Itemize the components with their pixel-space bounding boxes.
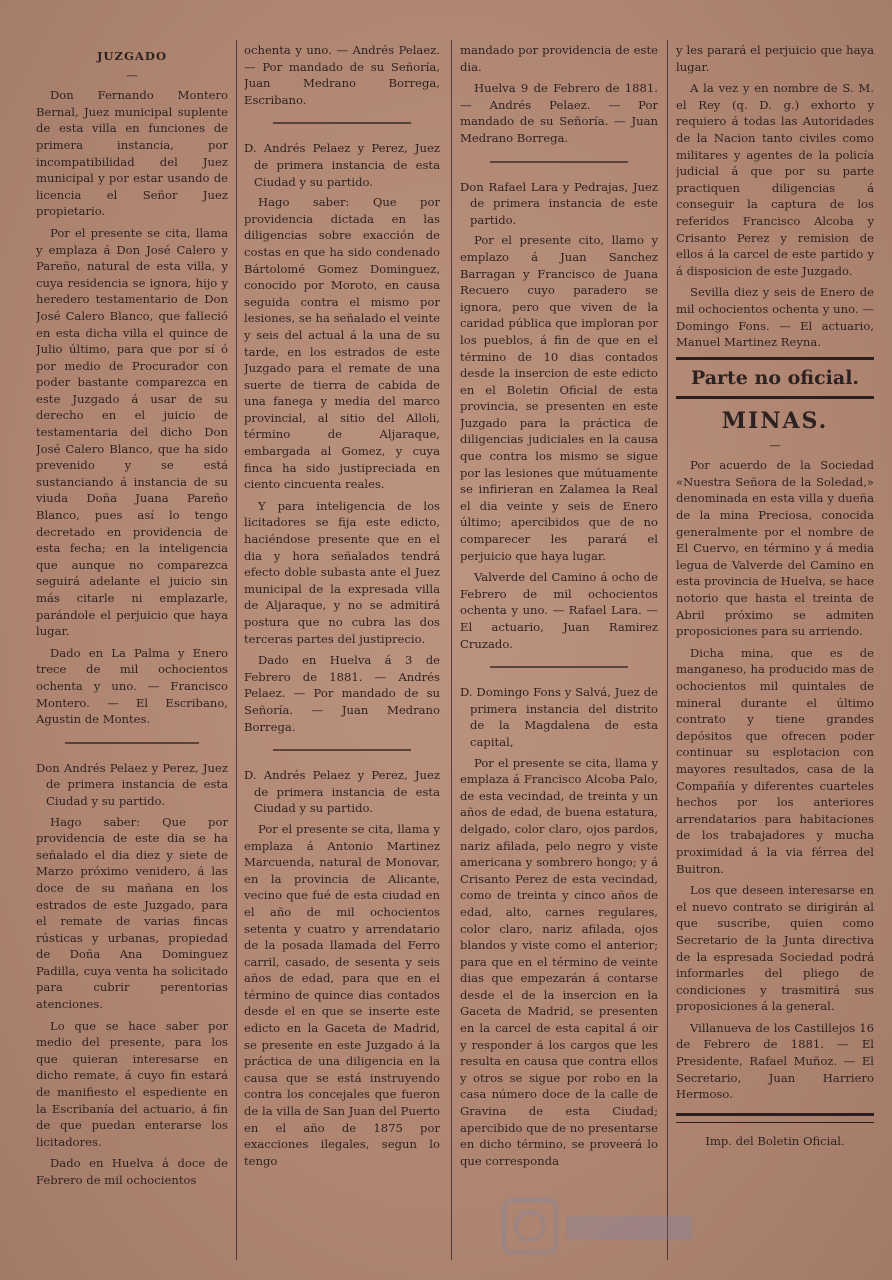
paragraph: Sevilla diez y seis de Enero de mil ochocientos ochenta y uno. — Domingo Fons. — El actuario, Manuel Martinez Reyna. [676,285,874,350]
paragraph: Villanueva de los Castillejos 16 de Febrero de 1881. — El Presidente, Rafael Muñoz. — El Secretario, Juan Harriero Hermoso. [676,1020,874,1102]
paragraph: Hago saber: Que por providencia de este dia se ha señalado el dia diez y siete de Marzo próximo venidero, á las doce de su mañana en los estrados de este Juzgado, para el remate de varias fincas rústicas y urbanas, propiedad de Doña Ana Dominguez Padilla, cuya venta ha solicitado para cubrir perentorias atenciones. [36,814,228,1012]
paragraph: Los que deseen interesarse en el nuevo contrato se dirigirán al que suscribe, quien como Secretario de la Junta directiva de la espresada Sociedad podrá informarles del pliego de condiciones y trasmitirá sus proposiciones á la general. [676,883,874,1014]
column-rule [667,40,668,1260]
column-rule [236,40,237,1260]
paragraph: Lo que se hace saber por medio del presente, para los que quieran interesarse en dicho remate, á cuyo fin estará de manifiesto el espediente en la Escribanía del actuario, á fin de que puedan enterarse los licitadores. [36,1018,228,1149]
paragraph: y les parará el perjuicio que haya lugar. [676,43,874,74]
paragraph: mandado por providencia de este dia. [460,43,658,74]
section-separator [490,161,629,163]
rule [676,1113,874,1116]
banner-title: Parte no oficial. [690,366,860,389]
dash-divider: — [769,437,781,452]
rule [676,357,874,360]
dash-divider: — [126,67,138,82]
paragraph: Y para inteligencia de los licitadores se fija este edicto, haciéndose presente que en el dia y hora señalados tendrá efecto doble subasta ante el Juez municipal de la expresada villa de Aljaraque, y no se admitirá postura que no cubra las dos terceras partes del justiprecio. [244,498,440,646]
column-2 [244,42,440,1260]
parte-no-oficial-banner [676,357,874,399]
column-1 [36,42,228,1260]
paragraph: Por el presente se cita, llama y emplaza á Antonio Martinez Marcuenda, natural de Monovar, en la provincia de Alicante, vecino que fué de esta ciudad en el año de mil ochocientos setenta y cuatro y arrendatario de la posada llamada del Ferro carril, casado, de sesenta y seis años de edad, para que en el término de quince dias contados desde el en que se inserte este edicto en la Gaceta de Madrid, se presente en este Juzgado á la práctica de una diligencia en la causa que se está instruyendo contra los concejales que fueron de la villa de San Juan del Puerto en el año de 1875 por exacciones ilegales, segun lo tengo [244,821,440,1168]
paragraph: Dicha mina, que es de manganeso, ha producido mas de ochocientos mil quintales de mineral durante el último contrato y tiene grandes depósitos que ofrecen poder continuar su esplotacion con mayores resultados, casa de la Compañía y diferentes cuarteles hechos por los anteriores arrendatarios para habitaciones de los trabajadores y mucha proximidad á la via férrea del Buitron. [676,645,874,876]
column-rule [451,40,452,1260]
double-rule [676,1113,874,1123]
paragraph: Hago saber: Que por providencia dictada en las diligencias sobre exacción de costas en que ha sido condenado Bártolomé Gomez Dominguez, conocido por Moroto, en causa seguida contra el mismo por lesiones, se ha señalado el veinte y seis del actual á la una de su tarde, en los estrados de este Juzgado para el remate de una suerte de tierra de cabida de una fanega y media del marco provincial, al sitio del Alloli, término de Aljaraque, embargada al Gomez, y cuya finca ha sido justipreciada en ciento cincuenta reales. [244,195,440,492]
column-3 [460,42,658,1260]
notice-heading: Don Andrés Pelaez y Perez, Juez de primera instancia de esta Ciudad y su partido. [36,760,228,808]
paragraph: Por acuerdo de la Sociedad «Nuestra Señora de la Soledad,» denominada en esta villa y dueña de la mina Preciosa, conocida generalmente por el nombre de El Cuervo, en término y á media legua de Valverde del Camino en esta provincia de Huelva, se hace notorio que hasta el treinta de Abril próximo se admiten proposiciones para su arriendo. [676,458,874,639]
notice-heading: D. Andrés Pelaez y Perez, Juez de primera instancia de esta Ciudad y su partido. [244,768,440,816]
section-separator [273,749,410,751]
paragraph: Por el presente cito, llamo y emplazo á Juan Sanchez Barragan y Francisco de Juana Recuero cuyo paradero se ignora, pero que viven de la caridad pública que imploran por los pueblos, á fin de que en el término de 10 dias contados desde la insercion de este edicto en el Boletin Oficial de esta provincia, se presenten en este Juzgado para la práctica de diligencias judiciales en la causa que contra los mismo se sigue por las lesiones que mútuamente se infirieran en Zalamea la Real el dia veinte y seis de Enero último; apercibidos que de no comparecer les parará el perjuicio que haya lugar. [460,233,658,563]
section-separator [490,666,629,668]
paragraph: Dado en Huelva á 3 de Febrero de 1881. — Andrés Pelaez. — Por mandado de su Señoría. — Juan Medrano Borrega. [244,653,440,734]
paragraph: Dado en La Palma y Enero trece de mil ochocientos ochenta y uno. — Francisco Montero. — El Escribano, Agustin de Montes. [36,645,228,727]
paragraph: ochenta y uno. — Andrés Pelaez. — Por mandado de su Señoría, Juan Medrano Borrega, Escribano. [244,43,440,107]
section-separator [65,742,199,744]
notice-heading: D. Domingo Fons y Salvá, Juez de primera instancia del distrito de la Magdalena de esta capital, [460,685,658,749]
section-title: JUZGADO [96,49,168,63]
paragraph: Don Fernando Montero Bernal, Juez municipal suplente de esta villa en funciones de primera instancia, por incompatibilidad del Juez municipal y por estar usando de licencia el Señor Juez propietario. [36,88,228,219]
imprint-line: Imp. del Boletin Oficial. [705,1133,845,1148]
paragraph: Valverde del Camino á ocho de Febrero de mil ochocientos ochenta y uno. — Rafael Lara. — El actuario, Juan Ramirez Cruzado. [460,570,658,651]
section-separator [273,122,410,124]
rule [676,396,874,399]
paragraph: Huelva 9 de Febrero de 1881. — Andrés Pelaez. — Por mandado de su Señoría. — Juan Medrano Borrega. [460,81,658,145]
column-4 [676,42,874,1260]
paragraph: A la vez y en nombre de S. M. el Rey (q. D. g.) exhorto y requiero á todas las Autoridades de la Nacion tanto civiles como militares y agentes de la policía judicial á que por su parte practiquen diligencias á conseguir la captura de los referidos Francisco Alcoba y Crisanto Perez y remision de ellos á la carcel de este partido y á disposicion de este Juzgado. [676,81,874,278]
paragraph: Por el presente se cita, llama y emplaza á Don José Calero y Pareño, natural de esta villa, y cuya residencia se ignora, hijo y heredero testamentario de Don José Calero Blanco, que falleció en esta dicha villa el quince de Julio último, para que por sí ó por medio de Procurador con poder bastante comparezca en este Juzgado á usar de su derecho en el juicio de testamentaria del dicho Don José Calero Blanco, que ha sido prevenido y se está sustanciando á instancia de su viuda Doña Juana Pareño Blanco, pues así lo tengo decretado en providencia de esta fecha; en la inteligencia que aunque no comparezca seguirá adelante el juicio sin más citarle ni emplazarle, parándole el perjuicio que haya lugar. [36,225,228,639]
section-title: MINAS. [721,407,829,434]
rule [676,1122,874,1123]
paragraph: Por el presente se cita, llama y emplaza á Francisco Alcoba Palo, de esta vecindad, de treinta y un años de edad, de buena estatura, delgado, color claro, ojos pardos, nariz afilada, pelo negro y viste americana y sombrero hongo; y á Crisanto Perez de esta vecindad, como de treinta y cinco años de edad, alto, carnes regulares, color claro, nariz afilada, ojos blandos y viste como el anterior; para que en el término de veinte dias que empezarán á contarse desde el de la insercion en la Gaceta de Madrid, se presenten en la carcel de esta capital á oir y responder á los cargos que les resulta en causa que contra ellos y otros se sigue por robo en la casa número doce de la calle de Gravina de esta Ciudad; apercibido que de no presentarse en dicho término, se proveerá lo que corresponda [460,755,658,1168]
notice-heading: Don Rafael Lara y Pedrajas, Juez de primera instancia de este partido. [460,179,658,227]
paragraph: Dado en Huelva á doce de Febrero de mil ochocientos [36,1156,228,1187]
notice-heading: D. Andrés Pelaez y Perez, Juez de primera instancia de esta Ciudad y su partido. [244,141,440,189]
